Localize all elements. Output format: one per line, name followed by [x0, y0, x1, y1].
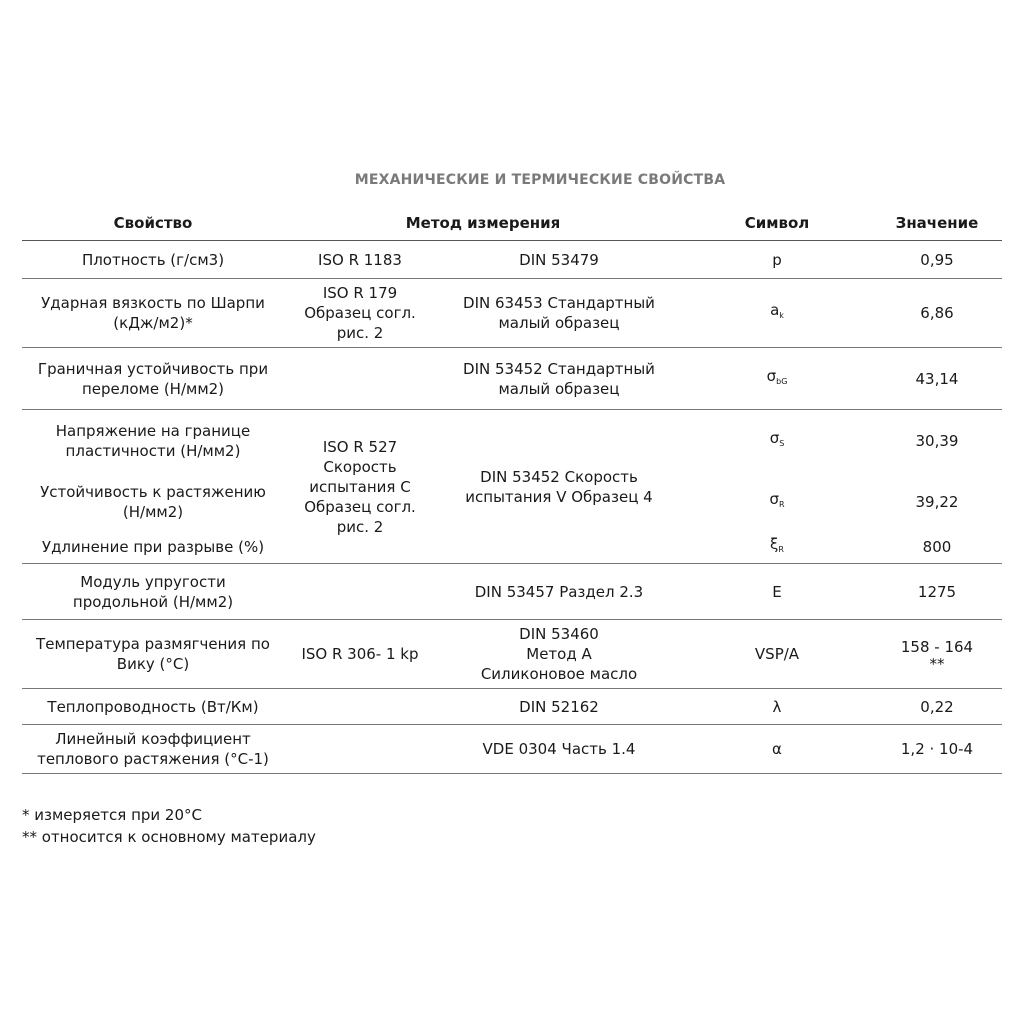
- din-cell: DIN 53457 Раздел 2.3: [436, 564, 682, 620]
- symbol-cell: VSP/A: [682, 620, 872, 689]
- property-line: Линейный коэффициент: [55, 730, 251, 748]
- property-cell: [22, 410, 284, 472]
- property-cell: Удлинение при разрыве (%): [22, 532, 284, 564]
- header-property: Свойство: [22, 206, 284, 241]
- table-row-expansion: [22, 725, 1002, 774]
- header-method: Метод измерения: [284, 206, 682, 241]
- property-line: Граничная устойчивость при: [37, 359, 269, 378]
- symbol-sub: R: [778, 499, 785, 509]
- footnote-1: * измеряется при 20°C: [22, 806, 202, 824]
- iso-line: Образец согл.: [304, 304, 416, 322]
- symbol-sub: k: [779, 311, 784, 320]
- footnotes: [22, 804, 316, 848]
- din-line: DIN 63453 Стандартный: [463, 294, 655, 312]
- iso-line: Скорость: [323, 457, 397, 476]
- property-cell: Плотность (г/см3): [22, 241, 284, 279]
- din-line: DIN 53452 Скорость: [480, 467, 638, 486]
- symbol-main: σ: [769, 428, 780, 447]
- symbol-cell: [682, 472, 872, 532]
- symbol-cell: [682, 532, 872, 564]
- symbol-main: ξ: [770, 535, 779, 554]
- header-symbol: Символ: [682, 206, 872, 241]
- iso-line: испытания С: [309, 477, 411, 496]
- table-title: МЕХАНИЧЕСКИЕ И ТЕРМИЧЕСКИЕ СВОЙСТВА: [354, 172, 726, 188]
- symbol-cell: [682, 348, 872, 410]
- header-value: Значение: [872, 206, 1002, 241]
- property-line: Напряжение на границе: [55, 421, 251, 440]
- property-line: переломе (Н/мм2): [81, 379, 225, 398]
- symbol-main: σ: [766, 366, 777, 385]
- value-cell: 30,39: [915, 431, 959, 450]
- property-line: (Н/мм2): [122, 502, 184, 521]
- property-cell: [22, 348, 284, 410]
- iso-cell: [284, 410, 436, 564]
- value-cell: 6,86: [872, 279, 1002, 348]
- symbol-cell: p: [682, 241, 872, 279]
- iso-line: Образец согл.: [304, 497, 416, 516]
- value-cell: 0,22: [872, 689, 1002, 725]
- footnote-2: ** относится к основному материалу: [22, 828, 316, 846]
- property-line: Ударная вязкость по Шарпи: [41, 294, 265, 312]
- value-cell: 39,22: [915, 492, 959, 511]
- property-line: Температура размягчения по: [36, 635, 270, 653]
- value-cell: [872, 620, 1002, 689]
- symbol-sub: R: [778, 545, 784, 555]
- property-line: Устойчивость к растяжению: [40, 482, 266, 501]
- symbol-cell: [682, 410, 872, 472]
- value-cell: 1275: [872, 564, 1002, 620]
- iso-cell: ISO R 1183: [284, 241, 436, 279]
- din-cell: [436, 348, 682, 410]
- din-cell: DIN 53479: [436, 241, 682, 279]
- value-cell: 800: [872, 532, 1002, 564]
- iso-cell: [284, 279, 436, 348]
- din-cell: VDE 0304 Часть 1.4: [436, 725, 682, 774]
- value-line: 158 - 164: [900, 638, 974, 656]
- property-cell: [22, 564, 284, 620]
- symbol-cell: λ: [682, 689, 872, 725]
- din-line: испытания V Образец 4: [465, 487, 653, 506]
- din-line: DIN 53452 Стандартный: [463, 359, 655, 378]
- property-line: Модуль упругости: [80, 572, 226, 591]
- table-row-fracture: [22, 348, 1002, 410]
- value-cell: 1,2 · 10-4: [872, 725, 1002, 774]
- din-cell: DIN 52162: [436, 689, 682, 725]
- symbol-sub: bG: [776, 376, 788, 386]
- iso-cell: [284, 564, 436, 620]
- value-line: **: [929, 655, 945, 673]
- din-line: Силиконовое масло: [480, 665, 638, 683]
- din-line: малый образец: [498, 314, 620, 332]
- iso-cell: [284, 725, 436, 774]
- table-header-row: [22, 206, 1002, 241]
- din-line: DIN 53460: [519, 625, 599, 643]
- table-row-modulus: [22, 564, 1002, 620]
- iso-cell: [284, 348, 436, 410]
- iso-line: ISO R 527: [322, 437, 398, 456]
- property-line: (кДж/м2)*: [113, 314, 193, 332]
- properties-table: [22, 206, 1002, 774]
- din-cell: [436, 279, 682, 348]
- table-row-density: [22, 241, 1002, 279]
- property-cell: [22, 472, 284, 532]
- iso-line: рис. 2: [336, 517, 384, 536]
- iso-line: ISO R 179: [322, 284, 398, 302]
- iso-line: рис. 2: [336, 324, 384, 342]
- table-row-yield: [22, 410, 1002, 472]
- din-cell: [436, 410, 682, 564]
- symbol-main: a: [770, 301, 780, 319]
- property-line: теплового растяжения (°C-1): [37, 750, 269, 768]
- symbol-cell: E: [682, 564, 872, 620]
- value-cell: 0,95: [872, 241, 1002, 279]
- din-line: Метод А: [526, 645, 592, 663]
- symbol-cell: α: [682, 725, 872, 774]
- property-cell: [22, 279, 284, 348]
- iso-cell: ISO R 306- 1 kp: [284, 620, 436, 689]
- table-row-vicat: [22, 620, 1002, 689]
- din-line: малый образец: [498, 379, 620, 398]
- symbol-cell: [682, 279, 872, 348]
- property-line: пластичности (Н/мм2): [65, 441, 241, 460]
- value-cell: 43,14: [872, 348, 1002, 410]
- table-row-conductivity: [22, 689, 1002, 725]
- property-cell: [22, 725, 284, 774]
- symbol-main: σ: [769, 489, 779, 508]
- property-line: продольной (Н/мм2): [72, 592, 234, 611]
- property-cell: Теплопроводность (Вт/Км): [22, 689, 284, 725]
- table-row-impact: [22, 279, 1002, 348]
- din-cell: [436, 620, 682, 689]
- property-line: Вику (°C): [116, 655, 190, 673]
- symbol-sub: S: [779, 438, 785, 448]
- property-cell: [22, 620, 284, 689]
- iso-cell: [284, 689, 436, 725]
